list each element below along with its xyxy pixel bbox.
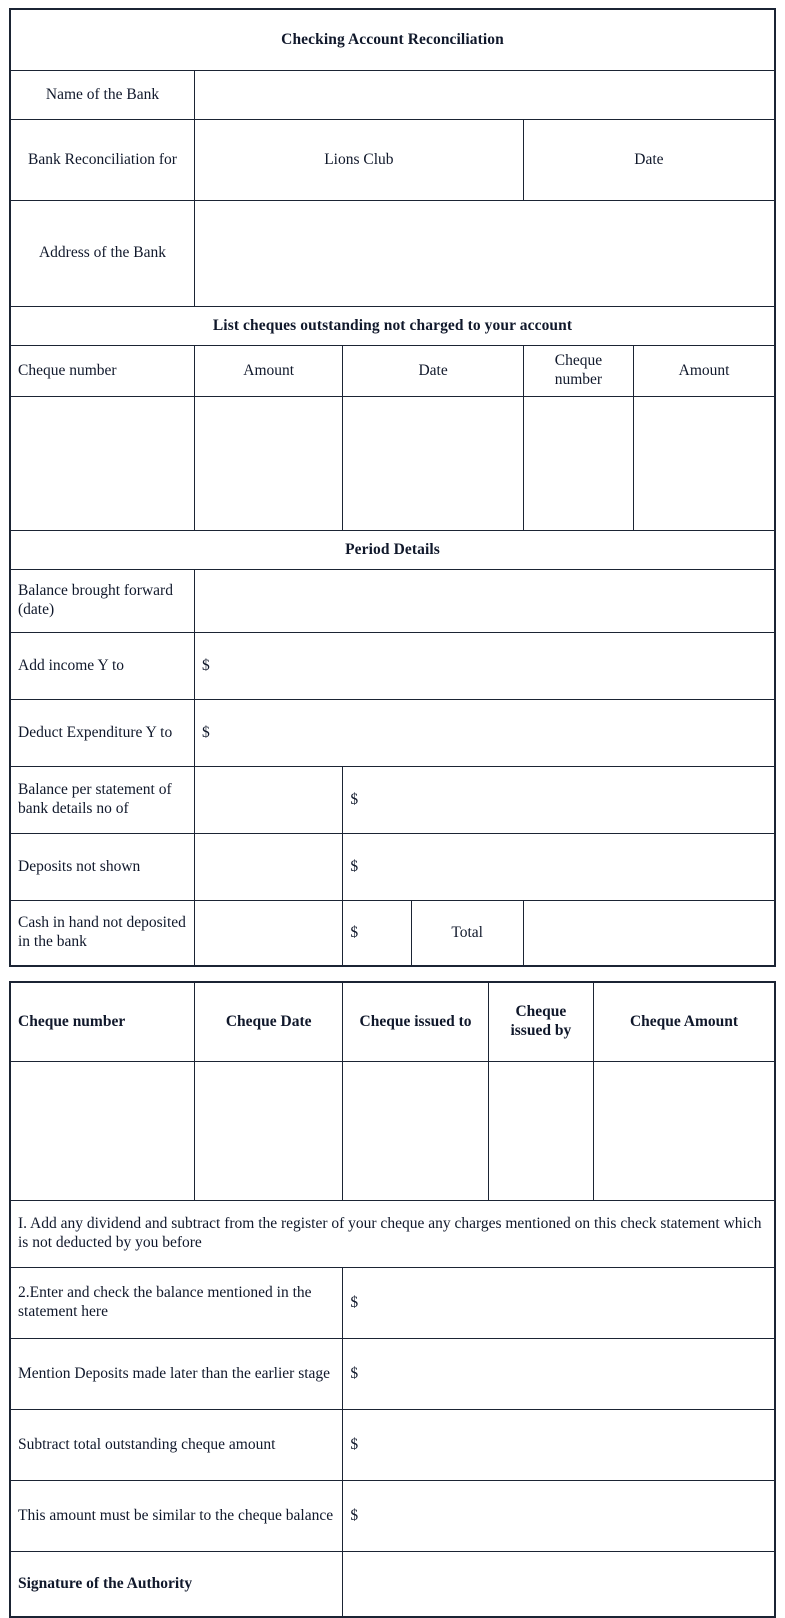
column-header-amount-2: Amount [634,346,775,397]
period-value-add-income[interactable]: $ [194,633,775,700]
period-label-deduct-expenditure: Deduct Expenditure Y to [10,700,194,767]
column-header-cheque-number: Cheque number [10,982,194,1062]
outstanding-cheque-number-1-cell[interactable] [10,397,194,531]
table-row [10,9,775,71]
signature-label: Signature of the Authority [10,1552,343,1618]
table-row [10,1339,775,1410]
table-row [10,834,775,901]
register-cheque-number-cell[interactable] [10,1062,194,1201]
date-label: Date [523,120,775,201]
register-cheque-issued-by-cell[interactable] [488,1062,593,1201]
period-label-cash-in-hand: Cash in hand not deposited in the bank [10,901,194,967]
period-value-cash-in-hand[interactable]: $ [343,901,411,967]
table-row [10,767,775,834]
instruction-value-subtract-outstanding[interactable]: $ [343,1410,775,1481]
instruction-label-mention-deposits: Mention Deposits made later than the earlier stage [10,1339,343,1410]
instruction-label-similar-balance: This amount must be similar to the cheque balance [10,1481,343,1552]
register-cheque-issued-to-cell[interactable] [343,1062,488,1201]
period-details-band-title: Period Details [10,531,775,570]
table-row [10,1062,775,1201]
bank-address-label: Address of the Bank [10,201,194,307]
period-label-add-income: Add income Y to [10,633,194,700]
instruction-note: I. Add any dividend and subtract from the register of your cheque any charges mentioned on this check statement which is not deducted by you before [10,1201,775,1268]
total-label: Total [411,901,523,967]
table-row [10,346,775,397]
table-row [10,307,775,346]
total-value-field[interactable] [523,901,775,967]
outstanding-amount-1-cell[interactable] [194,397,342,531]
outstanding-date-cell[interactable] [343,397,523,531]
column-header-cheque-issued-to: Cheque issued to [343,982,488,1062]
cheque-register-table [9,981,776,1618]
table-row [10,201,775,307]
reconciliation-main-table [9,8,776,967]
instruction-value-mention-deposits[interactable]: $ [343,1339,775,1410]
table-separator [9,967,776,981]
period-label-balance-per-statement: Balance per statement of bank details no of [10,767,194,834]
register-cheque-amount-cell[interactable] [593,1062,775,1201]
period-blank-balance-per-statement[interactable] [194,767,342,834]
reconciliation-for-label: Bank Reconciliation for [10,120,194,201]
period-blank-cash-in-hand[interactable] [194,901,342,967]
period-value-balance-per-statement[interactable]: $ [343,767,775,834]
instruction-label-subtract-outstanding: Subtract total outstanding cheque amount [10,1410,343,1481]
column-header-cheque-issued-by: Cheque issued by [488,982,593,1062]
column-header-amount-1: Amount [194,346,342,397]
bank-name-label: Name of the Bank [10,71,194,120]
instruction-label-enter-balance: 2.Enter and check the balance mentioned in the statement here [10,1268,343,1339]
table-row [10,1201,775,1268]
bank-address-field[interactable] [194,201,775,307]
reconciliation-for-value[interactable]: Lions Club [194,120,523,201]
table-row [10,982,775,1062]
period-label-balance-brought-forward: Balance brought forward (date) [10,570,194,633]
instruction-value-enter-balance[interactable]: $ [343,1268,775,1339]
period-blank-deposits-not-shown[interactable] [194,834,342,901]
table-row [10,71,775,120]
table-row [10,1410,775,1481]
table-row [10,700,775,767]
table-row [10,1552,775,1618]
column-header-date: Date [343,346,523,397]
form-title: Checking Account Reconciliation [10,9,775,71]
table-row [10,1481,775,1552]
period-value-deposits-not-shown[interactable]: $ [343,834,775,901]
register-cheque-date-cell[interactable] [194,1062,342,1201]
table-row [10,901,775,967]
table-row [10,1268,775,1339]
table-row [10,633,775,700]
column-header-cheque-amount: Cheque Amount [593,982,775,1062]
instruction-value-similar-balance[interactable]: $ [343,1481,775,1552]
period-value-deduct-expenditure[interactable]: $ [194,700,775,767]
table-row [10,570,775,633]
column-header-cheque-number-1: Cheque number [10,346,194,397]
bank-name-field[interactable] [194,71,775,120]
period-label-deposits-not-shown: Deposits not shown [10,834,194,901]
outstanding-amount-2-cell[interactable] [634,397,775,531]
period-value-balance-brought-forward[interactable] [194,570,775,633]
column-header-cheque-date: Cheque Date [194,982,342,1062]
outstanding-cheque-number-2-cell[interactable] [523,397,633,531]
column-header-cheque-number-2: Cheque number [523,346,633,397]
table-row [10,531,775,570]
table-row [10,397,775,531]
outstanding-cheques-band-title: List cheques outstanding not charged to your account [10,307,775,346]
table-row [10,120,775,201]
signature-field[interactable] [343,1552,775,1618]
